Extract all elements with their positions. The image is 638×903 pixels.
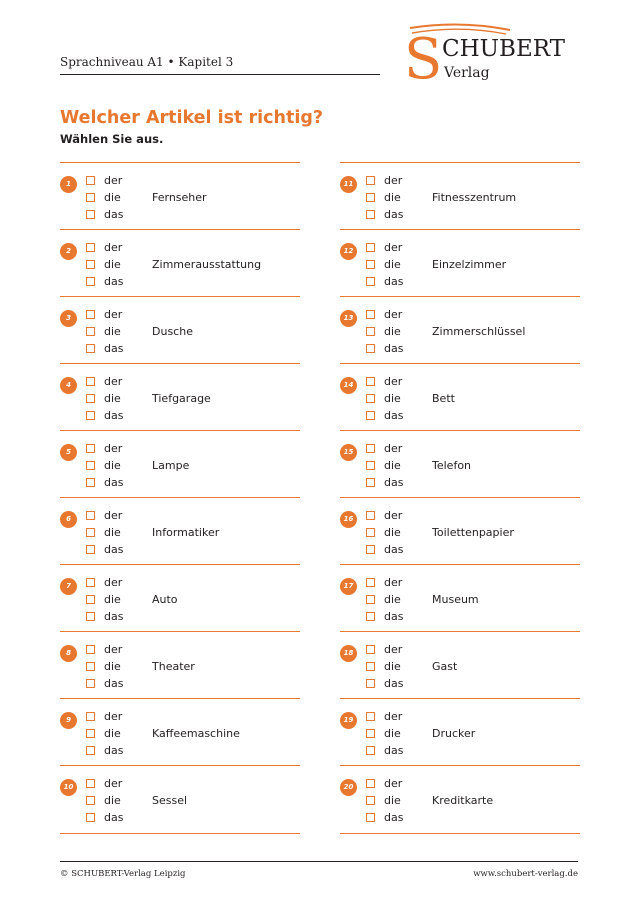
exercise-item <box>60 229 300 296</box>
option-label: die <box>384 325 401 338</box>
item-number-badge: 4 <box>60 377 77 394</box>
article-option-der[interactable] <box>86 643 122 657</box>
option-label: das <box>384 409 404 422</box>
option-label: der <box>384 174 403 187</box>
option-label: der <box>384 241 403 254</box>
option-label: der <box>384 643 403 656</box>
item-number-badge: 5 <box>60 444 77 461</box>
logo-letter: S <box>404 27 443 84</box>
right-column <box>340 162 580 834</box>
option-label: das <box>384 342 404 355</box>
option-label: das <box>104 543 124 556</box>
article-option-die[interactable] <box>86 794 121 808</box>
article-option-das[interactable] <box>86 610 123 624</box>
article-option-der[interactable] <box>366 308 402 322</box>
checkbox-icon[interactable] <box>86 679 95 688</box>
checkbox-icon[interactable] <box>366 411 375 420</box>
item-number-badge: 16 <box>340 511 357 528</box>
item-number-badge: 14 <box>340 377 357 394</box>
checkbox-icon[interactable] <box>366 612 375 621</box>
option-label: der <box>104 442 123 455</box>
option-label: die <box>384 593 401 606</box>
option-label: das <box>384 744 404 757</box>
option-label: das <box>384 610 404 623</box>
checkbox-icon[interactable] <box>366 243 375 252</box>
option-label: das <box>104 208 124 221</box>
checkbox-icon[interactable] <box>366 712 375 721</box>
option-label: der <box>104 375 123 388</box>
noun-label: Toilettenpapier <box>432 526 514 539</box>
checkbox-icon[interactable] <box>86 779 95 788</box>
option-label: die <box>104 459 121 472</box>
checkbox-icon[interactable] <box>86 277 95 286</box>
option-label: die <box>104 258 121 271</box>
noun-label: Fitnesszentrum <box>432 191 517 204</box>
option-label: das <box>104 744 124 757</box>
checkbox-icon[interactable] <box>366 779 375 788</box>
option-label: die <box>384 392 401 405</box>
option-label: der <box>384 576 403 589</box>
instruction: Wählen Sie aus. <box>60 132 164 146</box>
item-number-badge: 12 <box>340 243 357 260</box>
option-label: das <box>104 811 124 824</box>
checkbox-icon[interactable] <box>86 210 95 219</box>
article-option-die[interactable] <box>366 526 401 540</box>
article-option-der[interactable] <box>366 375 402 389</box>
article-option-das[interactable] <box>366 744 403 758</box>
exercise-item <box>340 363 580 430</box>
item-number-badge: 17 <box>340 578 357 595</box>
article-option-das[interactable] <box>366 208 403 222</box>
checkbox-icon[interactable] <box>366 478 375 487</box>
article-option-das[interactable] <box>86 811 123 825</box>
exercise-item <box>340 564 580 631</box>
checkbox-icon[interactable] <box>86 193 95 202</box>
option-label: die <box>384 191 401 204</box>
item-number-badge: 18 <box>340 645 357 662</box>
article-option-die[interactable] <box>86 593 121 607</box>
option-label: das <box>104 610 124 623</box>
checkbox-icon[interactable] <box>366 327 375 336</box>
checkbox-icon[interactable] <box>366 310 375 319</box>
option-label: der <box>104 308 123 321</box>
noun-label: Lampe <box>152 459 190 472</box>
option-label: die <box>104 191 121 204</box>
article-option-die[interactable] <box>86 459 121 473</box>
article-option-der[interactable] <box>86 576 122 590</box>
noun-label: Informatiker <box>152 526 220 539</box>
checkbox-icon[interactable] <box>366 578 375 587</box>
option-label: das <box>384 543 404 556</box>
article-option-die[interactable] <box>366 660 401 674</box>
checkbox-icon[interactable] <box>86 243 95 252</box>
checkbox-icon[interactable] <box>366 679 375 688</box>
checkbox-icon[interactable] <box>366 394 375 403</box>
exercise-item <box>60 430 300 497</box>
footer-divider <box>60 861 578 862</box>
exercise-item <box>60 564 300 631</box>
item-number-badge: 2 <box>60 243 77 260</box>
article-option-die[interactable] <box>366 325 401 339</box>
noun-label: Drucker <box>432 727 476 740</box>
exercise-item <box>340 765 580 834</box>
checkbox-icon[interactable] <box>86 344 95 353</box>
checkbox-icon[interactable] <box>86 478 95 487</box>
logo-name: CHUBERT <box>442 36 565 62</box>
article-option-das[interactable] <box>366 610 403 624</box>
footer-website: www.schubert-verlag.de <box>473 869 578 879</box>
option-label: die <box>384 526 401 539</box>
option-label: das <box>384 275 404 288</box>
item-number-badge: 8 <box>60 645 77 662</box>
checkbox-icon[interactable] <box>366 729 375 738</box>
checkbox-icon[interactable] <box>366 545 375 554</box>
option-label: das <box>384 476 404 489</box>
article-option-das[interactable] <box>86 744 123 758</box>
article-option-das[interactable] <box>366 811 403 825</box>
exercise-item <box>60 698 300 765</box>
option-label: der <box>384 308 403 321</box>
article-option-der[interactable] <box>86 710 122 724</box>
exercise-item <box>340 229 580 296</box>
checkbox-icon[interactable] <box>86 612 95 621</box>
item-number-badge: 9 <box>60 712 77 729</box>
item-number-badge: 19 <box>340 712 357 729</box>
article-option-das[interactable] <box>366 543 403 557</box>
checkbox-icon[interactable] <box>86 394 95 403</box>
checkbox-icon[interactable] <box>366 461 375 470</box>
checkbox-icon[interactable] <box>366 645 375 654</box>
checkbox-icon[interactable] <box>366 813 375 822</box>
checkbox-icon[interactable] <box>86 578 95 587</box>
article-option-die[interactable] <box>366 593 401 607</box>
noun-label: Dusche <box>152 325 193 338</box>
exercise-item <box>60 765 300 834</box>
noun-label: Einzelzimmer <box>432 258 507 271</box>
option-label: der <box>104 576 123 589</box>
noun-label: Kaffeemaschine <box>152 727 240 740</box>
article-option-der[interactable] <box>366 509 402 523</box>
article-option-das[interactable] <box>86 677 123 691</box>
article-option-das[interactable] <box>366 342 403 356</box>
option-label: das <box>384 811 404 824</box>
checkbox-icon[interactable] <box>366 277 375 286</box>
article-option-der[interactable] <box>86 509 122 523</box>
checkbox-icon[interactable] <box>86 545 95 554</box>
publisher-logo <box>400 22 580 84</box>
item-number-badge: 11 <box>340 176 357 193</box>
checkbox-icon[interactable] <box>86 310 95 319</box>
option-label: der <box>384 375 403 388</box>
article-option-der[interactable] <box>366 710 402 724</box>
noun-label: Fernseher <box>152 191 207 204</box>
checkbox-icon[interactable] <box>366 444 375 453</box>
article-option-das[interactable] <box>366 275 403 289</box>
exercise-item <box>340 430 580 497</box>
noun-label: Tiefgarage <box>152 392 211 405</box>
option-label: die <box>384 660 401 673</box>
article-option-der[interactable] <box>366 643 402 657</box>
article-option-die[interactable] <box>86 392 121 406</box>
option-label: das <box>104 409 124 422</box>
checkbox-icon[interactable] <box>86 528 95 537</box>
checkbox-icon[interactable] <box>366 511 375 520</box>
exercise-item <box>340 698 580 765</box>
article-option-die[interactable] <box>86 258 121 272</box>
item-number-badge: 7 <box>60 578 77 595</box>
option-label: der <box>104 241 123 254</box>
option-label: die <box>384 727 401 740</box>
option-label: die <box>104 727 121 740</box>
option-label: die <box>104 660 121 673</box>
article-option-die[interactable] <box>366 459 401 473</box>
checkbox-icon[interactable] <box>366 528 375 537</box>
checkbox-icon[interactable] <box>86 327 95 336</box>
article-option-die[interactable] <box>366 392 401 406</box>
left-column <box>60 162 300 834</box>
checkbox-icon[interactable] <box>86 796 95 805</box>
checkbox-icon[interactable] <box>366 176 375 185</box>
exercise-item <box>60 631 300 698</box>
option-label: die <box>104 325 121 338</box>
exercise-item <box>60 296 300 363</box>
exercise-item <box>60 363 300 430</box>
item-number-badge: 13 <box>340 310 357 327</box>
option-label: das <box>384 208 404 221</box>
noun-label: Bett <box>432 392 455 405</box>
article-option-der[interactable] <box>366 442 402 456</box>
option-label: das <box>104 275 124 288</box>
checkbox-icon[interactable] <box>86 461 95 470</box>
article-option-die[interactable] <box>86 727 121 741</box>
checkbox-icon[interactable] <box>86 645 95 654</box>
option-label: der <box>104 643 123 656</box>
logo-sub: Verlag <box>444 65 490 81</box>
exercise-item <box>60 162 300 229</box>
checkbox-icon[interactable] <box>366 595 375 604</box>
checkbox-icon[interactable] <box>86 176 95 185</box>
checkbox-icon[interactable] <box>86 746 95 755</box>
article-option-das[interactable] <box>86 476 123 490</box>
option-label: der <box>104 710 123 723</box>
footer-copyright: © SCHUBERT-Verlag Leipzig <box>60 869 186 879</box>
item-number-badge: 6 <box>60 511 77 528</box>
option-label: die <box>104 526 121 539</box>
option-label: der <box>384 509 403 522</box>
noun-label: Sessel <box>152 794 188 807</box>
checkbox-icon[interactable] <box>86 595 95 604</box>
checkbox-icon[interactable] <box>366 344 375 353</box>
option-label: der <box>104 174 123 187</box>
article-option-der[interactable] <box>86 308 122 322</box>
checkbox-icon[interactable] <box>86 813 95 822</box>
option-label: das <box>104 677 124 690</box>
option-label: die <box>384 794 401 807</box>
option-label: das <box>104 476 124 489</box>
option-label: das <box>384 677 404 690</box>
article-option-das[interactable] <box>366 476 403 490</box>
article-option-die[interactable] <box>86 526 121 540</box>
article-option-der[interactable] <box>86 777 122 791</box>
article-option-das[interactable] <box>366 409 403 423</box>
exercise-item <box>340 631 580 698</box>
header-level: Sprachniveau A1 • Kapitel 3 <box>60 55 234 69</box>
header-divider <box>60 74 380 75</box>
article-option-der[interactable] <box>366 576 402 590</box>
noun-label: Zimmerausstattung <box>152 258 262 271</box>
item-number-badge: 1 <box>60 176 77 193</box>
option-label: der <box>104 777 123 790</box>
article-option-die[interactable] <box>366 191 401 205</box>
checkbox-icon[interactable] <box>86 712 95 721</box>
article-option-der[interactable] <box>86 174 122 188</box>
article-option-das[interactable] <box>86 208 123 222</box>
article-option-das[interactable] <box>366 677 403 691</box>
checkbox-icon[interactable] <box>86 662 95 671</box>
checkbox-icon[interactable] <box>366 746 375 755</box>
exercise-item <box>60 497 300 564</box>
article-option-der[interactable] <box>86 241 122 255</box>
option-label: der <box>384 442 403 455</box>
option-label: der <box>384 777 403 790</box>
checkbox-icon[interactable] <box>86 511 95 520</box>
article-option-die[interactable] <box>86 325 121 339</box>
exercise-item <box>340 497 580 564</box>
checkbox-icon[interactable] <box>86 411 95 420</box>
option-label: der <box>384 710 403 723</box>
article-option-die[interactable] <box>366 794 401 808</box>
item-number-badge: 10 <box>60 779 77 796</box>
checkbox-icon[interactable] <box>86 444 95 453</box>
article-option-der[interactable] <box>86 375 122 389</box>
article-option-die[interactable] <box>366 727 401 741</box>
noun-label: Auto <box>152 593 178 606</box>
option-label: das <box>104 342 124 355</box>
checkbox-icon[interactable] <box>366 210 375 219</box>
item-number-badge: 3 <box>60 310 77 327</box>
checkbox-icon[interactable] <box>366 377 375 386</box>
page-title: Welcher Artikel ist richtig? <box>60 108 324 128</box>
option-label: die <box>104 392 121 405</box>
item-number-badge: 15 <box>340 444 357 461</box>
noun-label: Museum <box>432 593 479 606</box>
article-option-der[interactable] <box>366 241 402 255</box>
option-label: die <box>104 794 121 807</box>
checkbox-icon[interactable] <box>366 796 375 805</box>
article-option-der[interactable] <box>86 442 122 456</box>
noun-label: Gast <box>432 660 458 673</box>
noun-label: Telefon <box>432 459 472 472</box>
article-option-der[interactable] <box>366 174 402 188</box>
checkbox-icon[interactable] <box>86 729 95 738</box>
option-label: die <box>384 258 401 271</box>
option-label: die <box>104 593 121 606</box>
checkbox-icon[interactable] <box>86 377 95 386</box>
checkbox-icon[interactable] <box>86 260 95 269</box>
checkbox-icon[interactable] <box>366 260 375 269</box>
article-option-die[interactable] <box>366 258 401 272</box>
article-option-das[interactable] <box>86 543 123 557</box>
exercise-item <box>340 162 580 229</box>
noun-label: Kreditkarte <box>432 794 494 807</box>
article-option-der[interactable] <box>366 777 402 791</box>
option-label: der <box>104 509 123 522</box>
exercise-item <box>340 296 580 363</box>
article-option-das[interactable] <box>86 342 123 356</box>
article-option-das[interactable] <box>86 409 123 423</box>
article-option-die[interactable] <box>86 191 121 205</box>
noun-label: Theater <box>152 660 195 673</box>
checkbox-icon[interactable] <box>366 662 375 671</box>
article-option-das[interactable] <box>86 275 123 289</box>
item-number-badge: 20 <box>340 779 357 796</box>
noun-label: Zimmerschlüssel <box>432 325 526 338</box>
article-option-die[interactable] <box>86 660 121 674</box>
option-label: die <box>384 459 401 472</box>
checkbox-icon[interactable] <box>366 193 375 202</box>
